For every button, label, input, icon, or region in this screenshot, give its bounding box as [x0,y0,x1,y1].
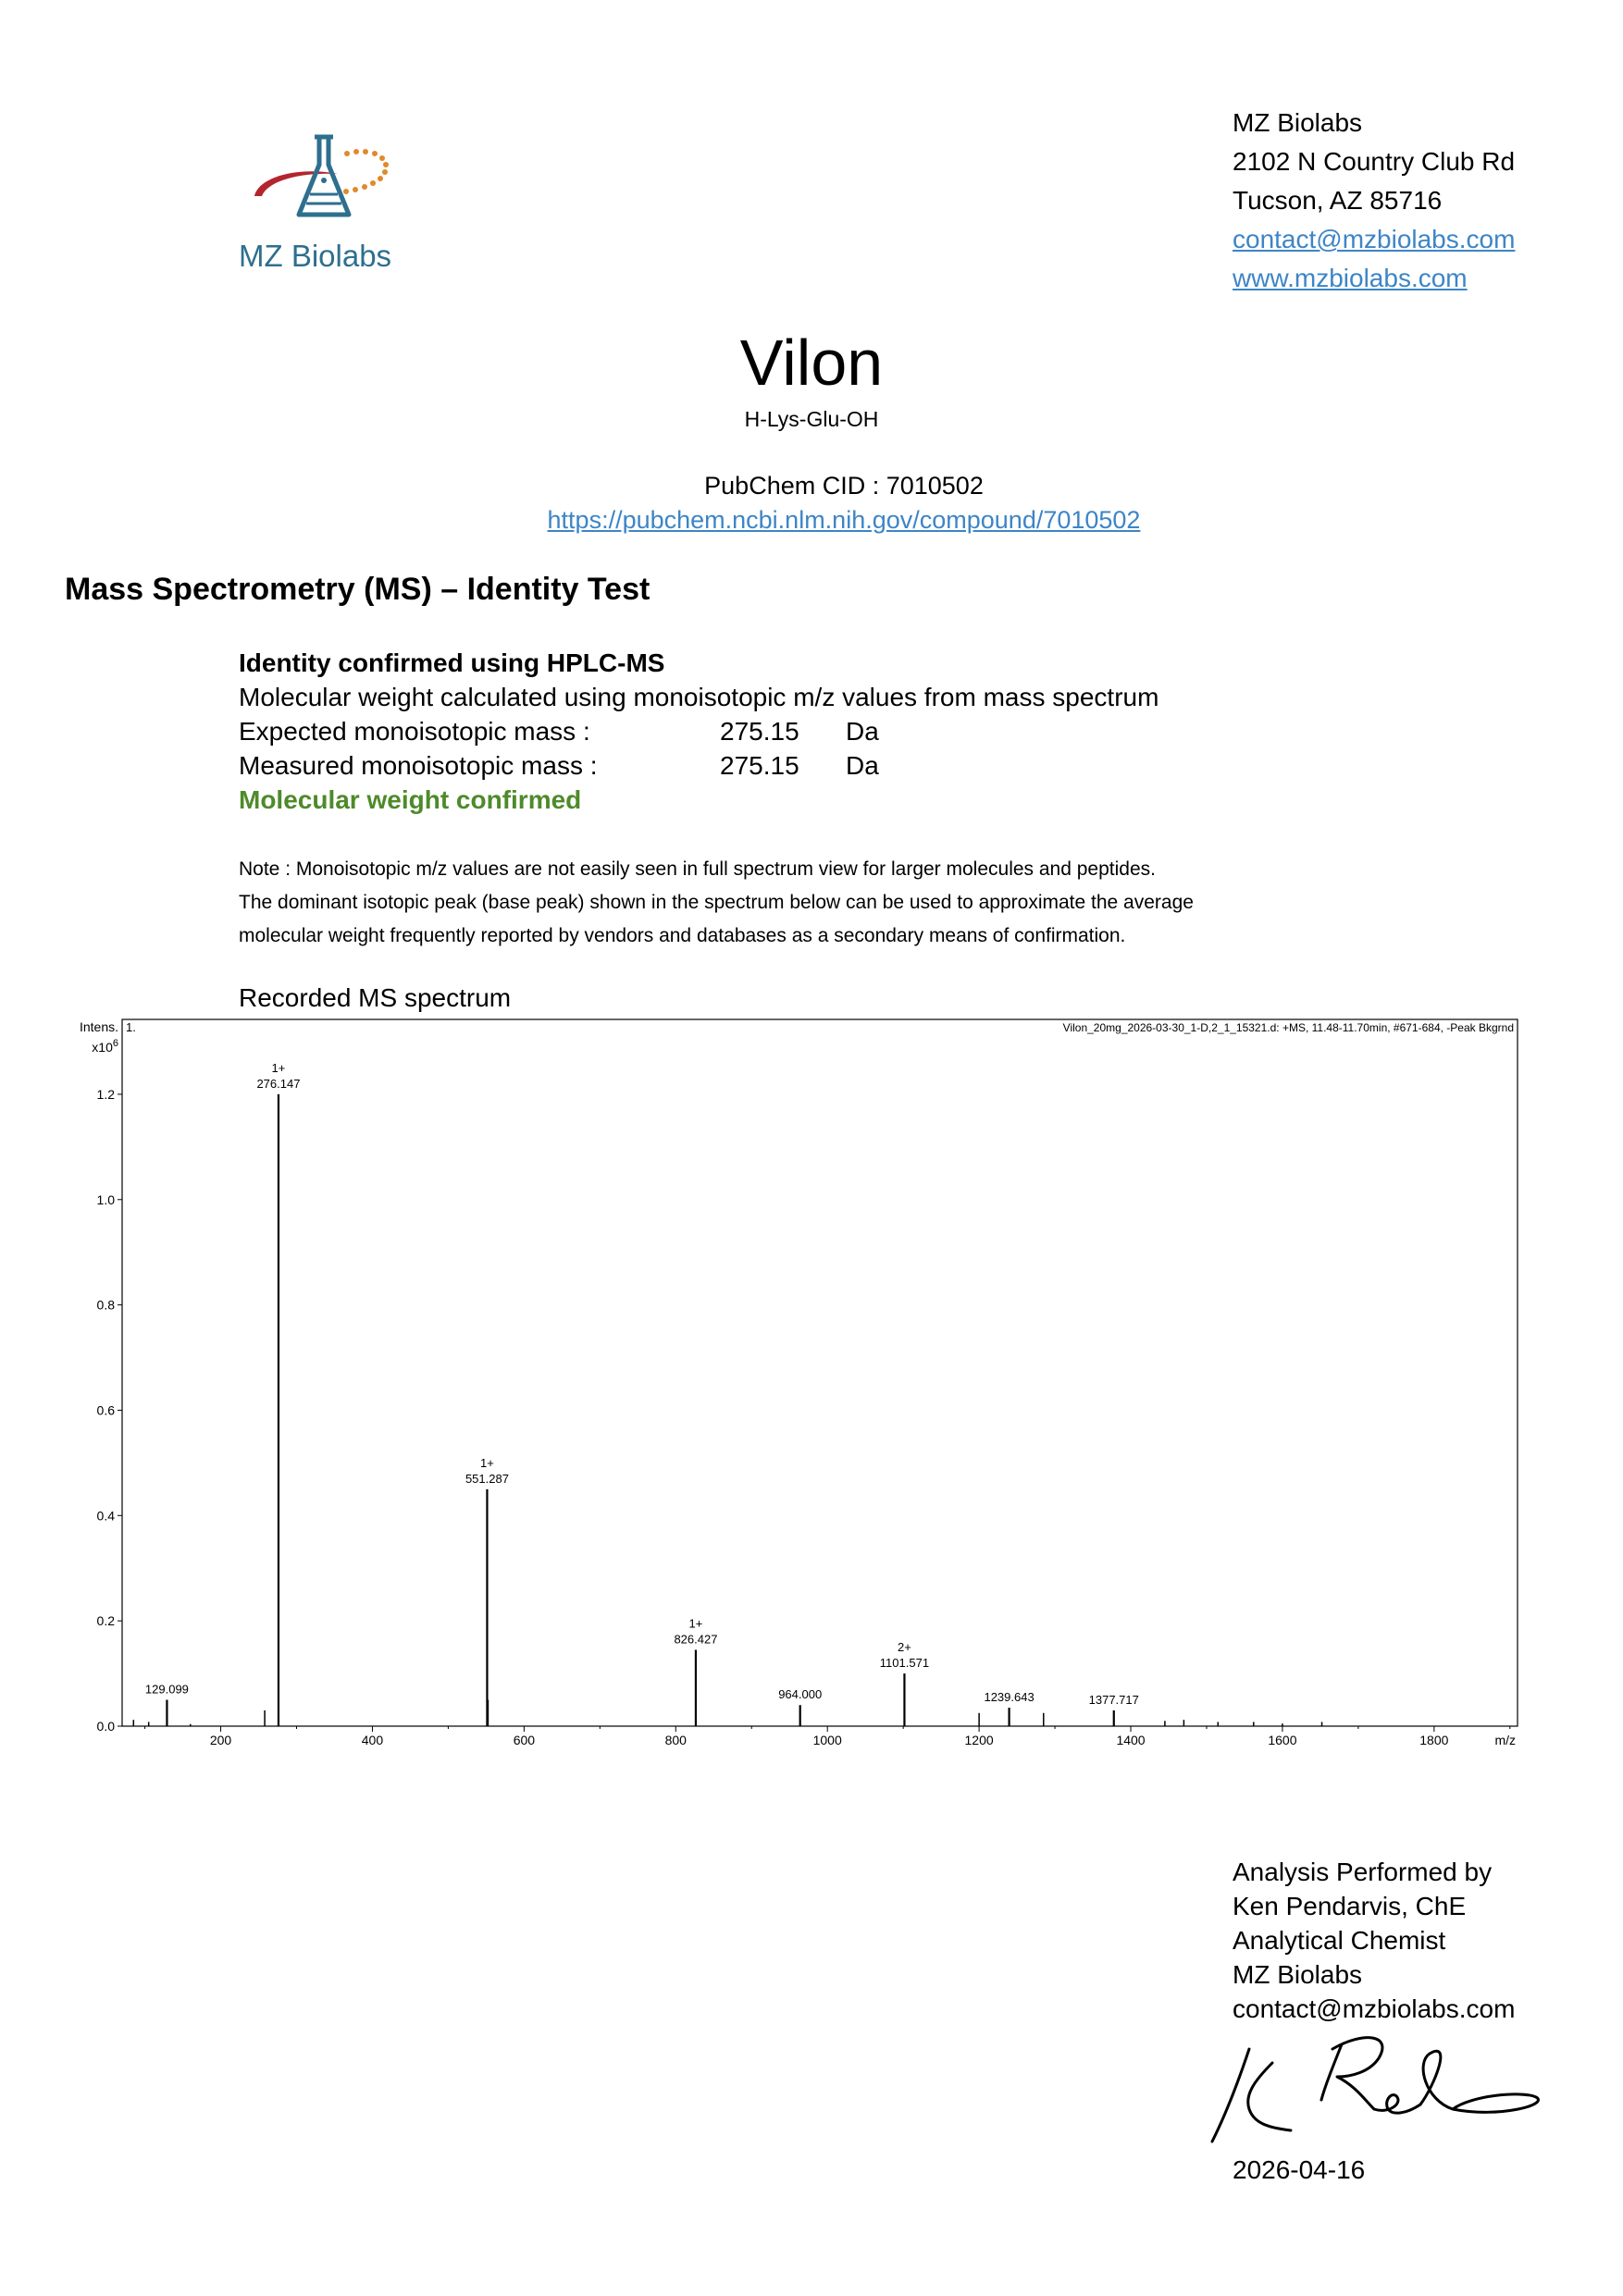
compound-sequence: H-Lys-Glu-OH [744,407,879,431]
x-tick-label: 1600 [1268,1733,1297,1747]
peak-mz-label: 129.099 [144,1682,189,1697]
analyst-email: contact@mzbiolabs.com [1233,1994,1516,2023]
peak-charge-label: 2+ [898,1640,911,1655]
measured-mass-row [239,748,1158,783]
y-tick-label: 0.4 [96,1508,115,1524]
measured-mass-label: Measured monoisotopic mass : [239,751,598,780]
y-tick-label: 0.6 [96,1402,115,1418]
y-tick-label: 0.0 [96,1719,115,1734]
x-tick-label: 800 [664,1733,687,1747]
email-link[interactable]: contact@mzbiolabs.com [1233,225,1516,253]
y-axis-unit: $x10^6$ [92,1038,118,1055]
identity-heading: Identity confirmed using HPLC-MS [239,648,665,677]
peak-charge-label: 1+ [271,1060,286,1075]
x-tick-label: 600 [513,1733,536,1747]
analyst-company: MZ Biolabs [1233,1960,1363,1989]
identity-results [239,646,1158,817]
x-tick-label: 1400 [1116,1733,1146,1747]
address-line: MZ Biolabs [1233,108,1363,137]
peak-mz-label: 551.287 [465,1471,509,1486]
ms-spectrum-chart [56,1010,1536,1750]
peak-charge-label: 1+ [688,1616,703,1631]
peak-mz-label: 826.427 [674,1632,718,1647]
x-tick-label: 1200 [964,1733,994,1747]
note-line: Note : Monoisotopic m/z values are not easily seen in full spectrum view for larger molecules and peptides. [239,858,1156,880]
note-line: molecular weight frequently reported by vendors and databases as a secondary means of confirmation. [239,925,1126,946]
website-link[interactable]: www.mzbiolabs.com [1233,264,1468,292]
company-address [1233,104,1515,298]
measured-mass-value: 275.15 [720,751,799,780]
x-tick-label: 1800 [1419,1733,1449,1747]
spectrum-caption: Recorded MS spectrum [239,983,512,1012]
logo-text: MZ Biolabs [239,239,392,273]
peak-mz-label: 964.000 [778,1687,823,1702]
identity-method: Molecular weight calculated using monoisotopic m/z values from mass spectrum [239,683,1159,711]
note-line: The dominant isotopic peak (base peak) shown in the spectrum below can be used to approximate the average [239,892,1194,913]
y-tick-label: 1.0 [96,1191,115,1207]
analyst-signoff [1233,1855,1515,2026]
section-heading: Mass Spectrometry (MS) – Identity Test [65,572,650,607]
expected-mass-value: 275.15 [720,717,799,746]
address-line: 2102 N Country Club Rd [1233,147,1516,176]
pubchem-cid: PubChem CID : 7010502 [704,472,984,500]
analyst-name: Ken Pendarvis, ChE [1233,1892,1467,1920]
note [239,853,1194,953]
peak-mz-label: 276.147 [256,1076,301,1091]
report-date: 2026-04-16 [1233,2155,1366,2184]
handwritten-signature [1203,2031,1573,2151]
y-tick-label: 0.8 [96,1297,115,1313]
peak-charge-label: 1+ [480,1455,494,1470]
trace-label: 1. [126,1020,136,1034]
x-axis-label: m/z [1494,1733,1516,1747]
peak-mz-label: 1101.571 [879,1656,930,1671]
expected-mass-unit: Da [846,717,879,746]
expected-mass-row [239,714,1158,748]
plot-frame [122,1019,1518,1726]
analyst-title: Analytical Chemist [1233,1926,1446,1955]
compound-name: Vilon [739,327,884,399]
expected-mass-label: Expected monoisotopic mass : [239,717,590,746]
address-line: Tucson, AZ 85716 [1233,186,1443,215]
y-tick-label: 0.2 [96,1613,115,1629]
file-label: Vilon_20mg_2026-03-30_1-D,2_1_15321.d: +MS, 11.48-11.70min, #671-684, -Peak Bkgrnd [1062,1021,1514,1034]
signoff-line: Analysis Performed by [1233,1858,1493,1886]
pubchem-link[interactable]: https://pubchem.ncbi.nlm.nih.gov/compound/7010502 [547,506,1141,534]
y-tick-label: 1.2 [96,1086,115,1102]
y-axis-label: Intens. [79,1019,118,1034]
x-tick-label: 1000 [812,1733,842,1747]
x-tick-label: 400 [361,1733,384,1747]
peak-mz-label: 1377.717 [1088,1692,1139,1707]
peak-mz-label: 1239.643 [984,1690,1035,1705]
confirmation-status: Molecular weight confirmed [239,785,582,814]
measured-mass-unit: Da [846,751,879,780]
x-tick-label: 200 [209,1733,232,1747]
